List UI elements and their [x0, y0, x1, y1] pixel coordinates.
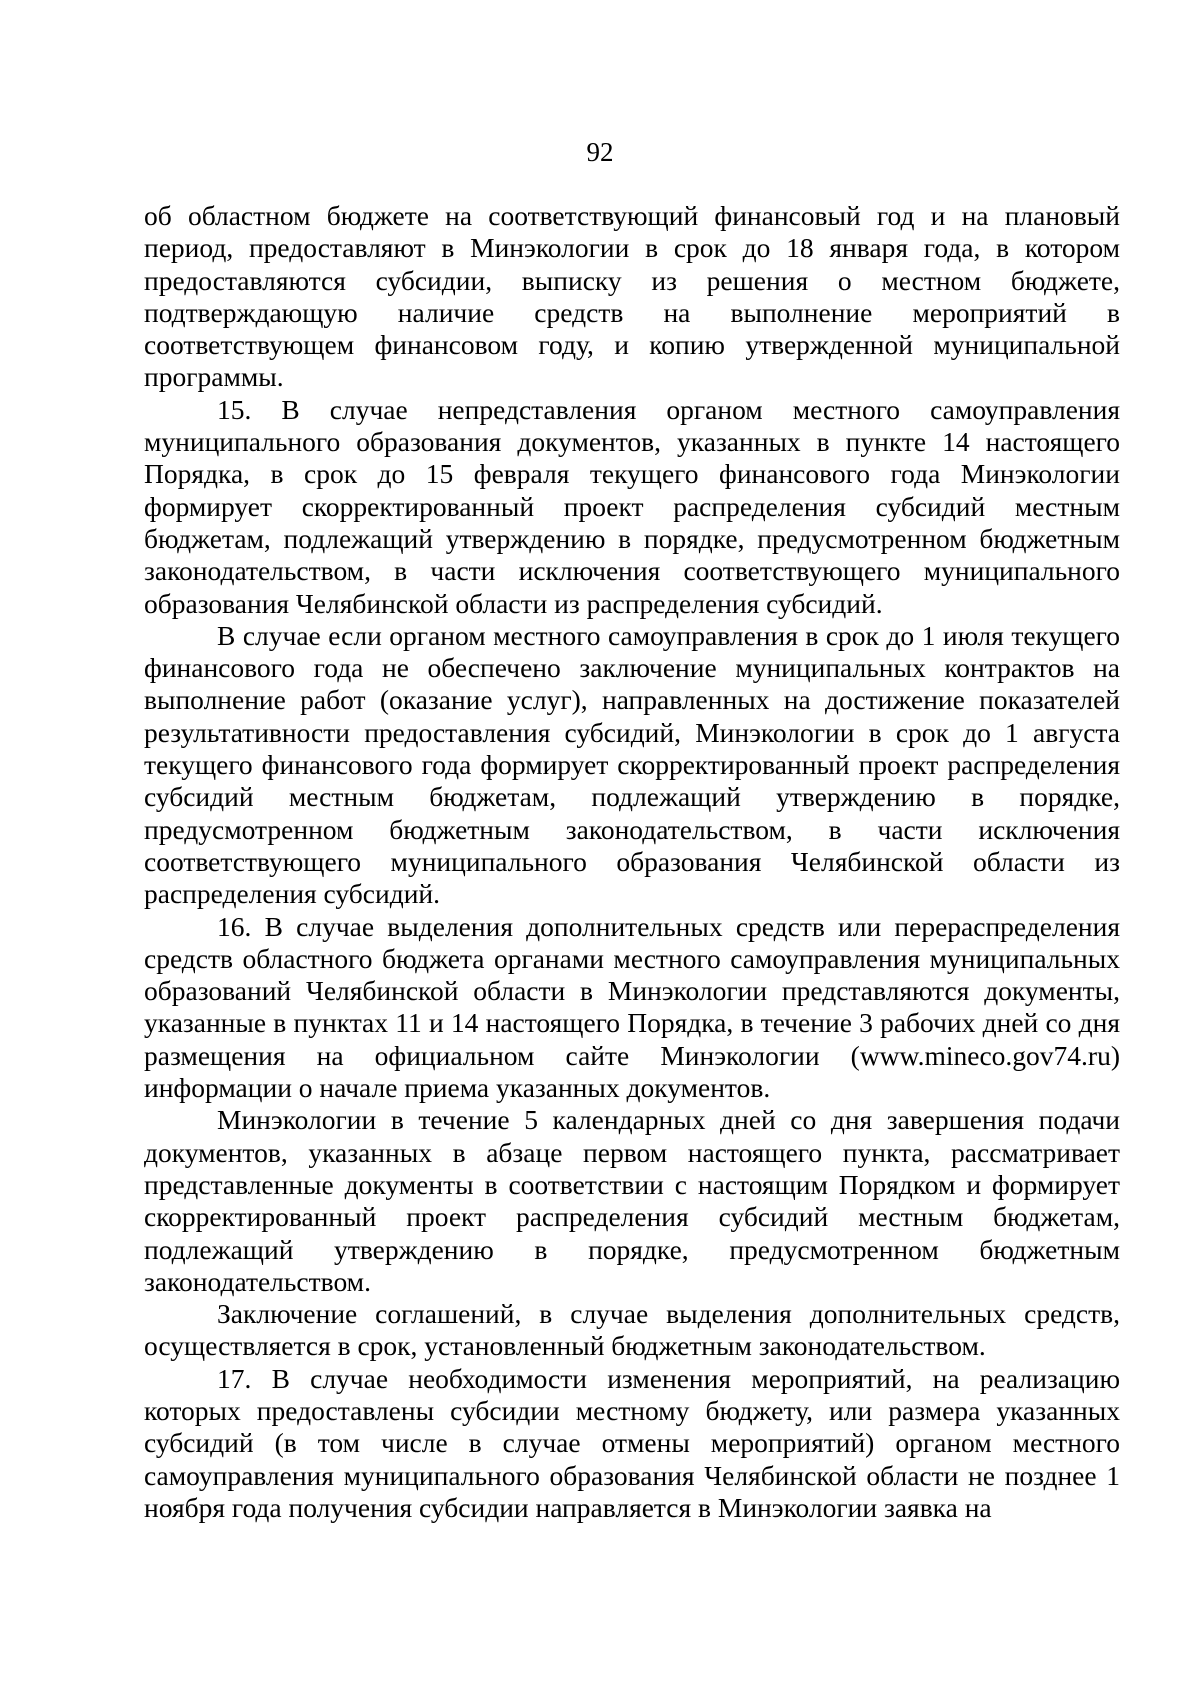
- document-body: [144, 200, 1120, 1524]
- paragraph-item-17: 17. В случае необходимости изменения мероприятий, на реализацию которых предоставлены субсидии местному бюджету, или размера указанных субсидий (в том числе в случае отмены мероприятий) органом местного самоуправления муниципального образования Челябинской области не позднее 1 ноября года получения субсидии направляется в Минэкологии заявка на: [144, 1362, 1120, 1523]
- paragraph-item-16-second: Минэкологии в течение 5 календарных дней со дня завершения подачи документов, указанных в абзаце первом настоящего пункта, рассматривает представленные документы в соответствии с настоящим Порядком и формирует скорректированный проект распределения субсидий местным бюджетам, подлежащий утверждению в порядке, предусмотренном бюджетным законодательством.: [144, 1104, 1120, 1297]
- paragraph-item-15-second: В случае если органом местного самоуправления в срок до 1 июля текущего финансового года не обеспечено заключение муниципальных контрактов на выполнение работ (оказание услуг), направленных на достижение показателей результативности предоставления субсидий, Минэкологии в срок до 1 августа текущего финансового года формирует скорректированный проект распределения субсидий местным бюджетам, подлежащий утверждению в порядке, предусмотренном бюджетным законодательством, в части исключения соответствующего муниципального образования Челябинской области из распределения субсидий.: [144, 619, 1120, 910]
- paragraph-item-16-third: Заключение соглашений, в случае выделения дополнительных средств, осуществляется в срок, установленный бюджетным законодательством.: [144, 1298, 1120, 1362]
- paragraph-continuation: об областном бюджете на соответствующий финансовый год и на плановый период, предоставляют в Минэкологии в срок до 18 января года, в котором предоставляются субсидии, выписку из решения о местном бюджете, подтверждающую наличие средств на выполнение мероприятий в соответствующем финансовом году, и копию утвержденной муниципальной программы.: [144, 200, 1120, 393]
- paragraph-item-15: 15. В случае непредставления органом местного самоуправления муниципального образования документов, указанных в пункте 14 настоящего Порядка, в срок до 15 февраля текущего финансового года Минэкологии формирует скорректированный проект распределения субсидий местным бюджетам, подлежащий утверждению в порядке, предусмотренном бюджетным законодательством, в части исключения соответствующего муниципального образования Челябинской области из распределения субсидий.: [144, 393, 1120, 619]
- paragraph-item-16: 16. В случае выделения дополнительных средств или перераспределения средств областного бюджета органами местного самоуправления муниципальных образований Челябинской области в Минэкологии представляются документы, указанные в пунктах 11 и 14 настоящего Порядка, в течение 3 рабочих дней со дня размещения на официальном сайте Минэкологии (www.mineco.gov74.ru) информации о начале приема указанных документов.: [144, 910, 1120, 1104]
- page-number: 92: [586, 137, 614, 167]
